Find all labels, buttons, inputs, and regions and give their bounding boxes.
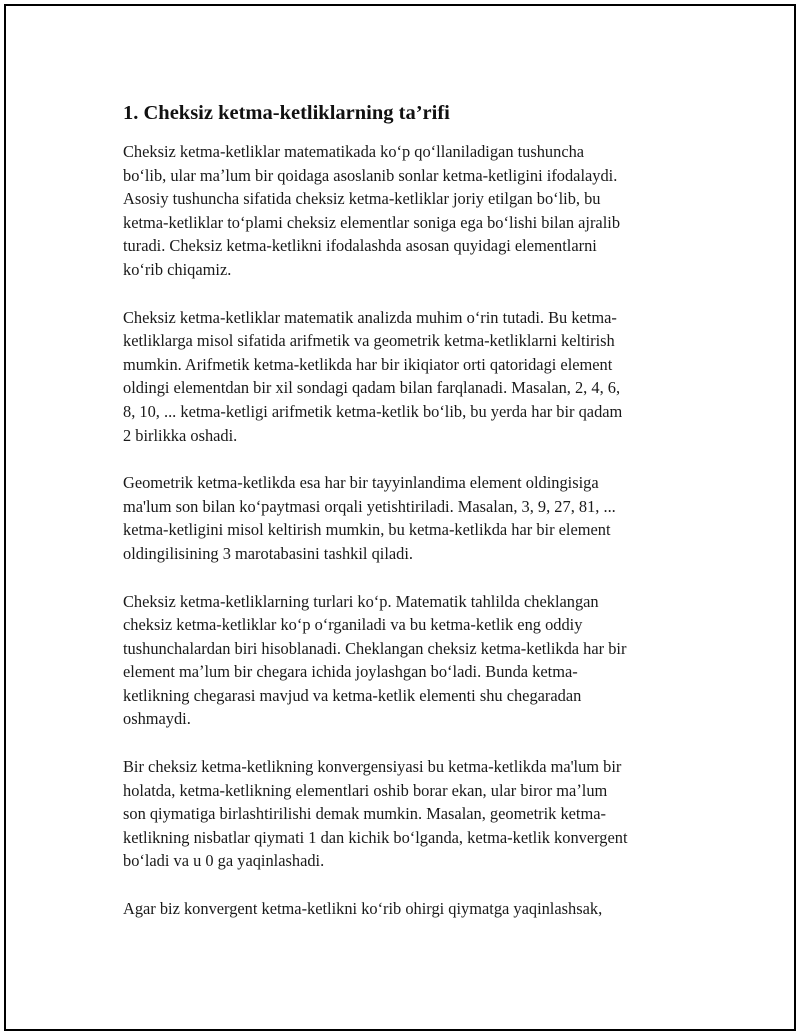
paragraph-2: [123, 306, 698, 448]
text-line: element maʼlum bir chegara ichida joylashgan boʻladi. Bunda ketma-: [123, 662, 578, 682]
text-line: turadi. Cheksiz ketma-ketlikni ifodalashda asosan quyidagi elementlarni: [123, 236, 597, 256]
page-frame: [4, 4, 796, 1031]
document-body: [123, 99, 698, 945]
text-line: mumkin. Arifmetik ketma-ketlikda har bir ikiqiator orti qatoridagi element: [123, 354, 613, 374]
text-line: koʻrib chiqamiz.: [123, 259, 232, 279]
text-line: Cheksiz ketma-ketliklar matematik analizda muhim oʻrin tutadi. Bu ketma-: [123, 307, 617, 327]
text-line: boʻladi va u 0 ga yaqinlashadi.: [123, 851, 325, 871]
text-line: Asosiy tushuncha sifatida cheksiz ketma-ketliklar joriy etilgan boʻlib, bu: [123, 189, 601, 209]
text-line: ketliklarga misol sifatida arifmetik va geometrik ketma-ketliklarni keltirish: [123, 331, 615, 351]
text-line: Agar biz konvergent ketma-ketlikni koʻrib ohirgi qiymatga yaqinlashsak,: [123, 899, 603, 919]
paragraph-4: [123, 590, 698, 732]
text-line: holatda, ketma-ketlikning elementlari oshib borar ekan, ular biror maʼlum: [123, 780, 608, 800]
text-line: oldingilisining 3 marotabasini tashkil qiladi.: [123, 543, 413, 563]
text-line: ketlikning chegarasi mavjud va ketma-ketlik elementi shu chegaradan: [123, 685, 582, 705]
text-line: Cheksiz ketma-ketliklar matematikada koʻp qoʻllaniladigan tushuncha: [123, 142, 585, 161]
text-line: cheksiz ketma-ketliklar koʻp oʻrganiladi va bu ketma-ketlik eng oddiy: [123, 615, 583, 635]
text-line: son qiymatiga birlashtirilishi demak mumkin. Masalan, geometrik ketma-: [123, 804, 606, 824]
paragraph-5: [123, 755, 698, 873]
text-line: ma'lum son bilan koʻpaytmasi orqali yetishtiriladi. Masalan, 3, 9, 27, 81, ...: [123, 496, 616, 516]
text-line: ketlikning nisbatlar qiymati 1 dan kichik boʻlganda, ketma-ketlik konvergent: [123, 827, 628, 847]
text-line: oshmaydi.: [123, 709, 191, 729]
text-line: ketma-ketligini misol keltirish mumkin, bu ketma-ketlikda har bir element: [123, 520, 611, 540]
text-line: Bir cheksiz ketma-ketlikning konvergensiyasi bu ketma-ketlikda ma'lum bir: [123, 757, 622, 777]
text-line: 8, 10, ... ketma-ketligi arifmetik ketma-ketlik boʻlib, bu yerda har bir qadam: [123, 401, 623, 421]
section-heading: 1. Cheksiz ketma-ketliklarning ta’rifi: [123, 102, 450, 124]
text-line: Cheksiz ketma-ketliklarning turlari koʻp. Matematik tahlilda cheklangan: [123, 591, 599, 611]
text-line: oldingi elementdan bir xil sondagi qadam bilan farqlanadi. Masalan, 2, 4, 6,: [123, 378, 621, 398]
text-line: 2 birlikka oshadi.: [123, 425, 238, 445]
text-line: ketma-ketliklar toʻplami cheksiz elementlar soniga ega boʻlishi bilan ajralib: [123, 212, 621, 232]
text-line: boʻlib, ular maʼlum bir qoidaga asoslanib sonlar ketma-ketligini ifodalaydi.: [123, 165, 618, 185]
text-line: tushunchalardan biri hisoblanadi. Cheklangan cheksiz ketma-ketlikda har bir: [123, 638, 627, 658]
paragraph-1: [123, 140, 698, 282]
text-line: Geometrik ketma-ketlikda esa har bir tayyinlandima element oldingisiga: [123, 473, 599, 493]
paragraph-6: [123, 897, 698, 921]
paragraph-3: [123, 471, 698, 565]
